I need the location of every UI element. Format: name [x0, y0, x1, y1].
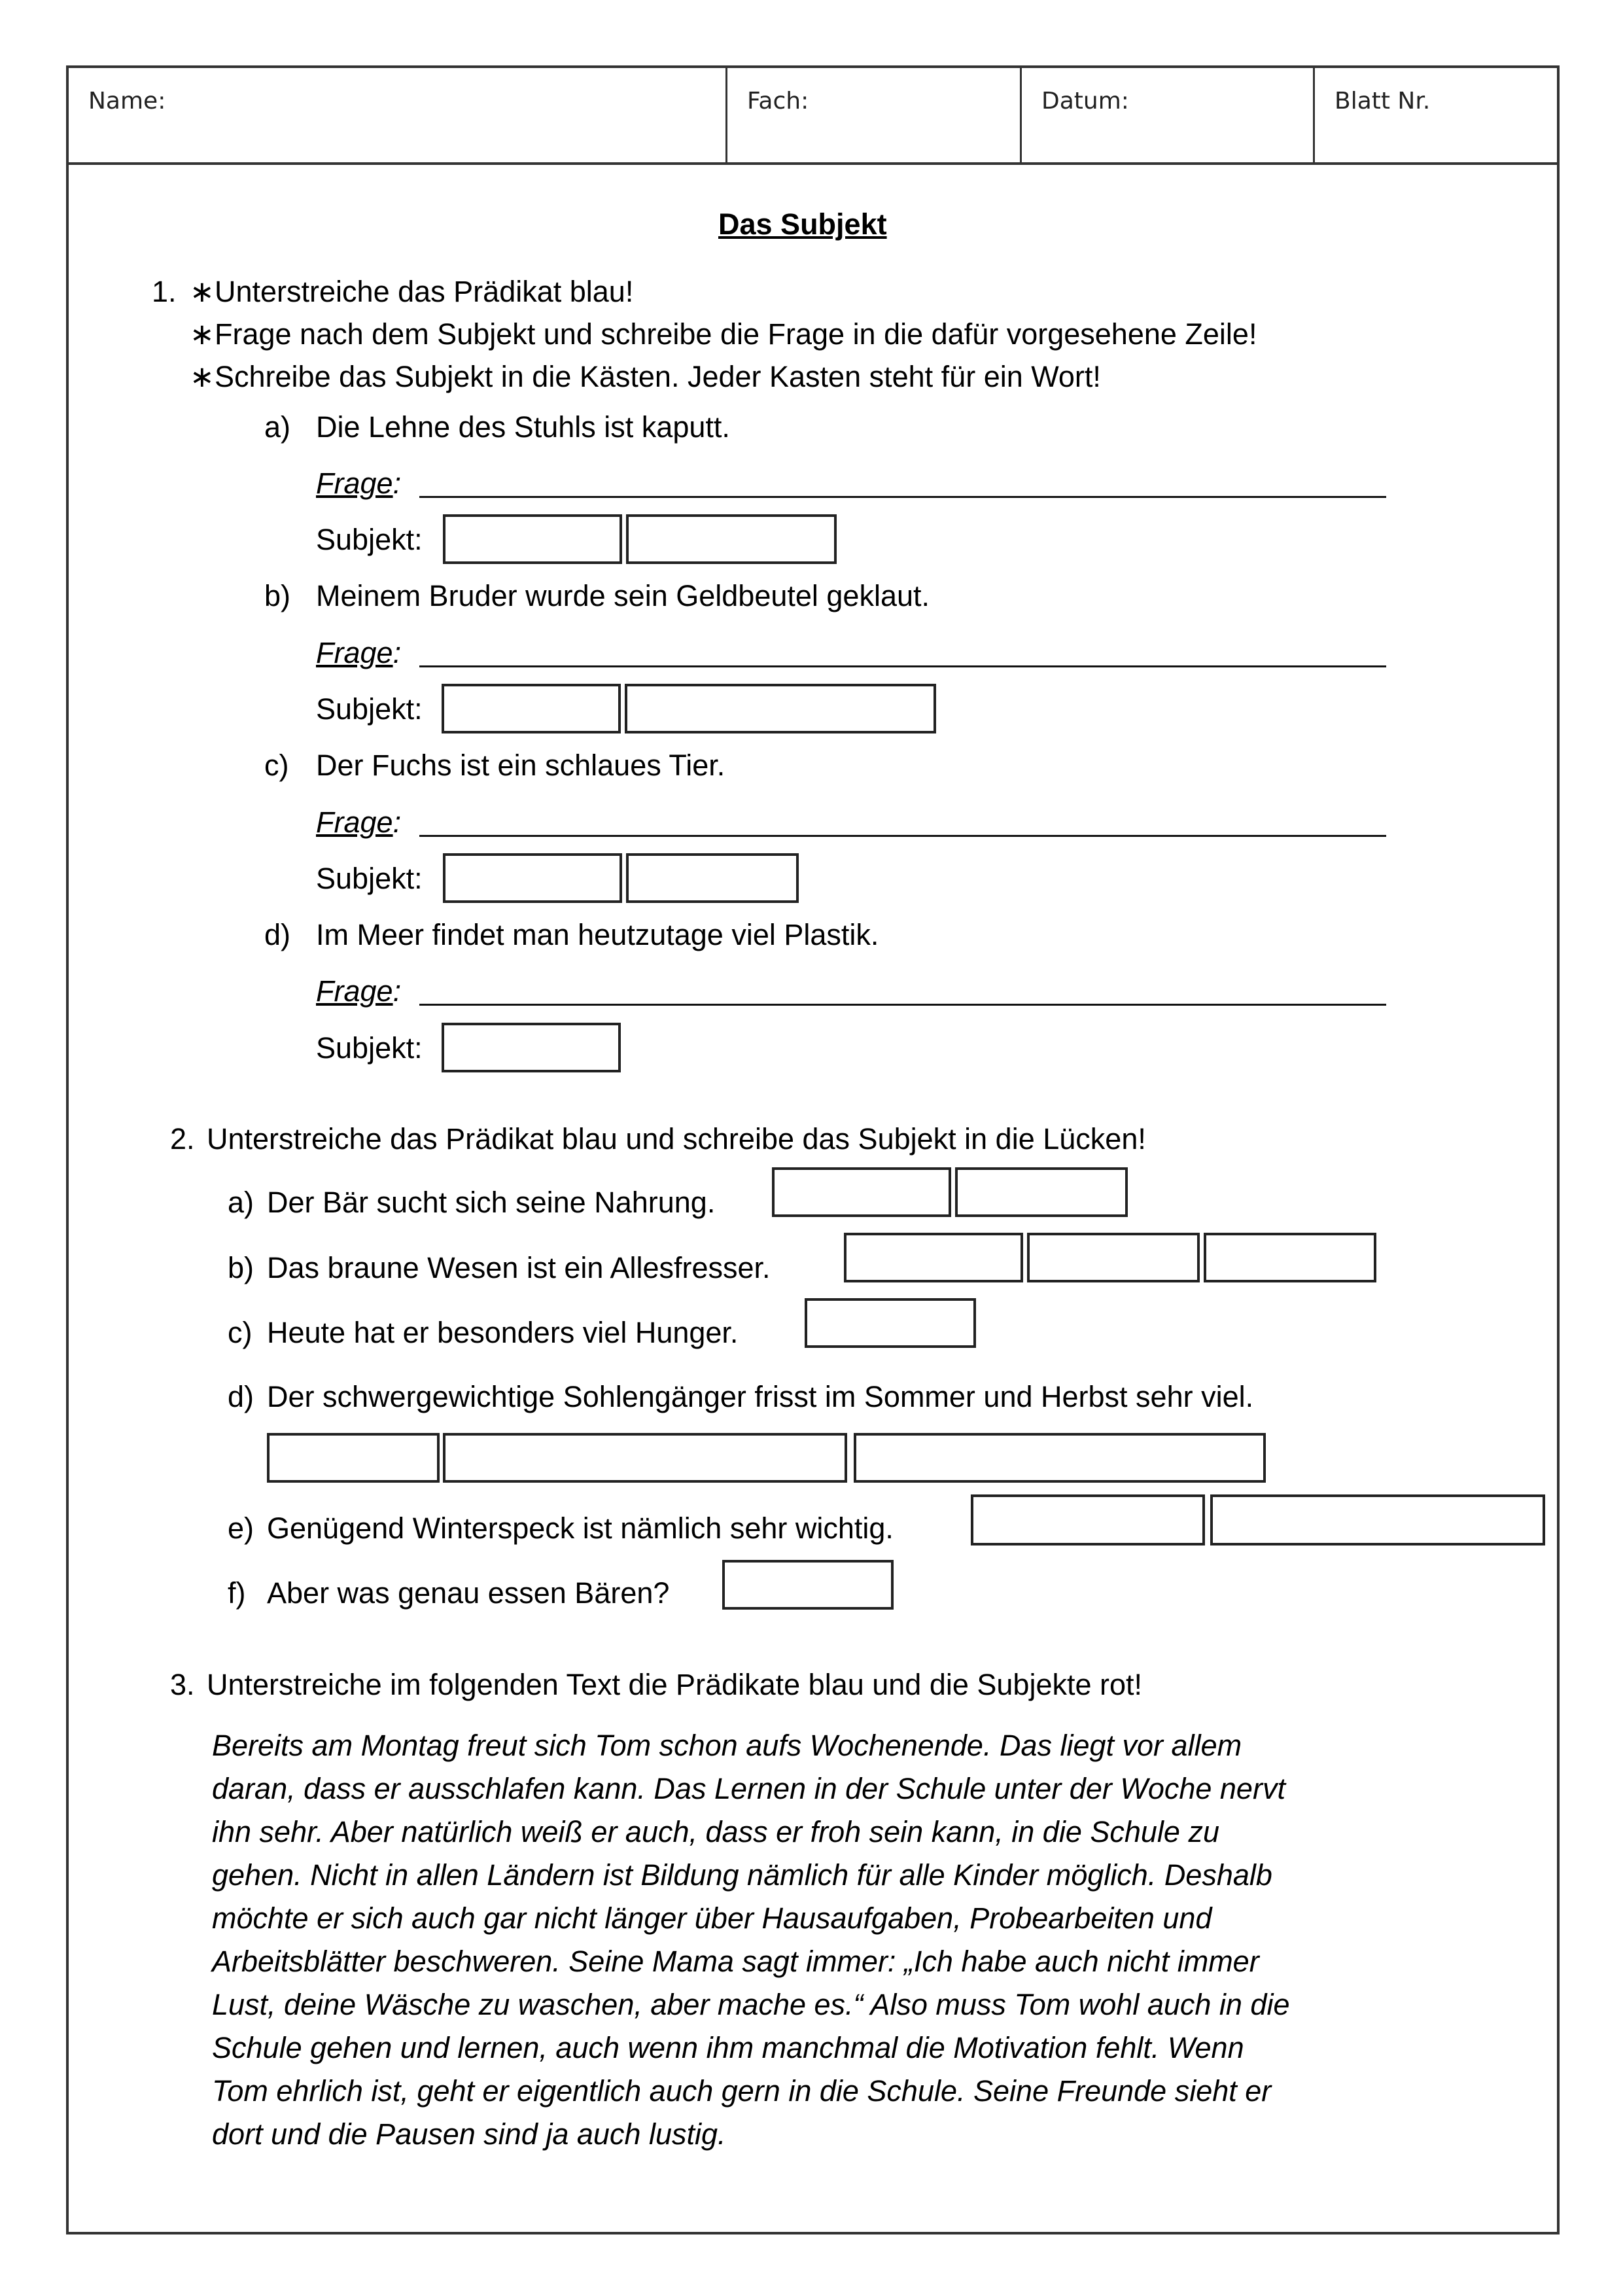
item-sentence: Heute hat er besonders viel Hunger. — [267, 1316, 739, 1349]
item-letter: c) — [264, 749, 289, 782]
answer-line[interactable] — [419, 496, 1386, 498]
task3-instruction: Unterstreiche im folgenden Text die Prädikate blau und die Subjekte rot! — [207, 1668, 1143, 1701]
task1-number: 1. — [152, 275, 177, 308]
answer-box[interactable] — [442, 684, 621, 733]
answer-box[interactable] — [267, 1433, 440, 1483]
item-sentence: Genügend Winterspeck ist nämlich sehr wichtig. — [267, 1511, 894, 1545]
item-letter: c) — [228, 1316, 253, 1349]
answer-box[interactable] — [971, 1494, 1205, 1545]
story-line: möchte er sich auch gar nicht länger über Hausaufgaben, Probearbeiten und — [212, 1901, 1212, 1935]
page-title: Das Subjekt — [718, 207, 887, 241]
answer-box[interactable] — [1210, 1494, 1545, 1545]
bullet-icon: ∗ — [190, 317, 215, 351]
answer-box[interactable] — [844, 1233, 1023, 1282]
subjekt-label: Subjekt: — [316, 862, 423, 895]
task1-instruction-1: Unterstreiche das Prädikat blau! — [215, 275, 634, 308]
answer-box[interactable] — [722, 1560, 894, 1610]
answer-box[interactable] — [442, 1023, 621, 1072]
story-line: Lust, deine Wäsche zu waschen, aber mache es.“ Also muss Tom wohl auch in die — [212, 1988, 1290, 2021]
subject-field[interactable] — [725, 68, 1020, 162]
task2-number: 2. — [170, 1122, 195, 1156]
story-line: ihn sehr. Aber natürlich weiß er auch, dass er froh sein kann, in die Schule zu — [212, 1815, 1219, 1848]
item-letter: d) — [264, 918, 291, 951]
item-sentence: Das braune Wesen ist ein Allesfresser. — [267, 1251, 771, 1284]
story-line: Schule gehen und lernen, auch wenn ihm manchmal die Motivation fehlt. Wenn — [212, 2031, 1244, 2064]
item-letter: b) — [228, 1251, 254, 1284]
subject-label: Fach: — [747, 88, 809, 115]
name-label: Name: — [88, 88, 166, 115]
item-letter: f) — [228, 1576, 246, 1610]
item-sentence: Der schwergewichtige Sohlengänger frisst im Sommer und Herbst sehr viel. — [267, 1380, 1254, 1413]
answer-line[interactable] — [419, 835, 1386, 837]
answer-box[interactable] — [955, 1167, 1128, 1217]
item-letter: a) — [264, 410, 291, 444]
task3-number: 3. — [170, 1668, 195, 1701]
item-sentence: Die Lehne des Stuhls ist kaputt. — [316, 410, 730, 444]
name-field[interactable] — [69, 68, 725, 162]
frage-label: Frage: — [316, 974, 402, 1008]
item-letter: b) — [264, 579, 291, 612]
answer-box[interactable] — [626, 514, 837, 564]
answer-line[interactable] — [419, 665, 1386, 667]
story-line: dort und die Pausen sind ja auch lustig. — [212, 2117, 726, 2151]
task1-instruction-2: Frage nach dem Subjekt und schreibe die Frage in die dafür vorgesehene Zeile! — [215, 317, 1257, 351]
subjekt-label: Subjekt: — [316, 692, 423, 726]
sheet-number-field[interactable] — [1313, 68, 1560, 162]
bullet-icon: ∗ — [190, 275, 215, 308]
item-letter: d) — [228, 1380, 254, 1413]
item-sentence: Der Fuchs ist ein schlaues Tier. — [316, 749, 725, 782]
item-sentence: Der Bär sucht sich seine Nahrung. — [267, 1186, 716, 1219]
answer-box[interactable] — [443, 514, 622, 564]
story-line: gehen. Nicht in allen Ländern ist Bildung nämlich für alle Kinder möglich. Deshalb — [212, 1858, 1272, 1892]
task2-instruction: Unterstreiche das Prädikat blau und schreibe das Subjekt in die Lücken! — [207, 1122, 1146, 1156]
date-field[interactable] — [1020, 68, 1313, 162]
sheet-number-label: Blatt Nr. — [1335, 88, 1431, 115]
answer-box[interactable] — [626, 853, 799, 903]
answer-box[interactable] — [854, 1433, 1266, 1483]
answer-box[interactable] — [772, 1167, 951, 1217]
answer-box[interactable] — [1204, 1233, 1376, 1282]
story-text — [212, 1724, 1455, 2156]
answer-box[interactable] — [805, 1298, 976, 1348]
story-line: Bereits am Montag freut sich Tom schon aufs Wochenende. Das liegt vor allem — [212, 1729, 1242, 1762]
item-sentence: Aber was genau essen Bären? — [267, 1576, 670, 1610]
header-table — [69, 68, 1557, 165]
item-letter: a) — [228, 1186, 254, 1219]
subjekt-label: Subjekt: — [316, 1031, 423, 1065]
frage-label: Frage: — [316, 636, 402, 669]
bullet-icon: ∗ — [190, 360, 215, 393]
answer-box[interactable] — [443, 1433, 847, 1483]
item-sentence: Meinem Bruder wurde sein Geldbeutel geklaut. — [316, 579, 930, 612]
item-sentence: Im Meer findet man heutzutage viel Plastik. — [316, 918, 879, 951]
item-letter: e) — [228, 1511, 254, 1545]
frage-label: Frage: — [316, 805, 402, 839]
story-line: Tom ehrlich ist, geht er eigentlich auch gern in die Schule. Seine Freunde sieht er — [212, 2074, 1272, 2108]
answer-box[interactable] — [625, 684, 936, 733]
answer-line[interactable] — [419, 1004, 1386, 1006]
story-line: daran, dass er ausschlafen kann. Das Lernen in der Schule unter der Woche nervt — [212, 1772, 1285, 1805]
answer-box[interactable] — [443, 853, 622, 903]
answer-box[interactable] — [1027, 1233, 1200, 1282]
subjekt-label: Subjekt: — [316, 523, 423, 556]
task1-instruction-3: Schreibe das Subjekt in die Kästen. Jeder Kasten steht für ein Wort! — [215, 360, 1101, 393]
date-label: Datum: — [1041, 88, 1129, 115]
frage-label: Frage: — [316, 467, 402, 500]
story-line: Arbeitsblätter beschweren. Seine Mama sagt immer: „Ich habe auch nicht immer — [212, 1945, 1259, 1978]
